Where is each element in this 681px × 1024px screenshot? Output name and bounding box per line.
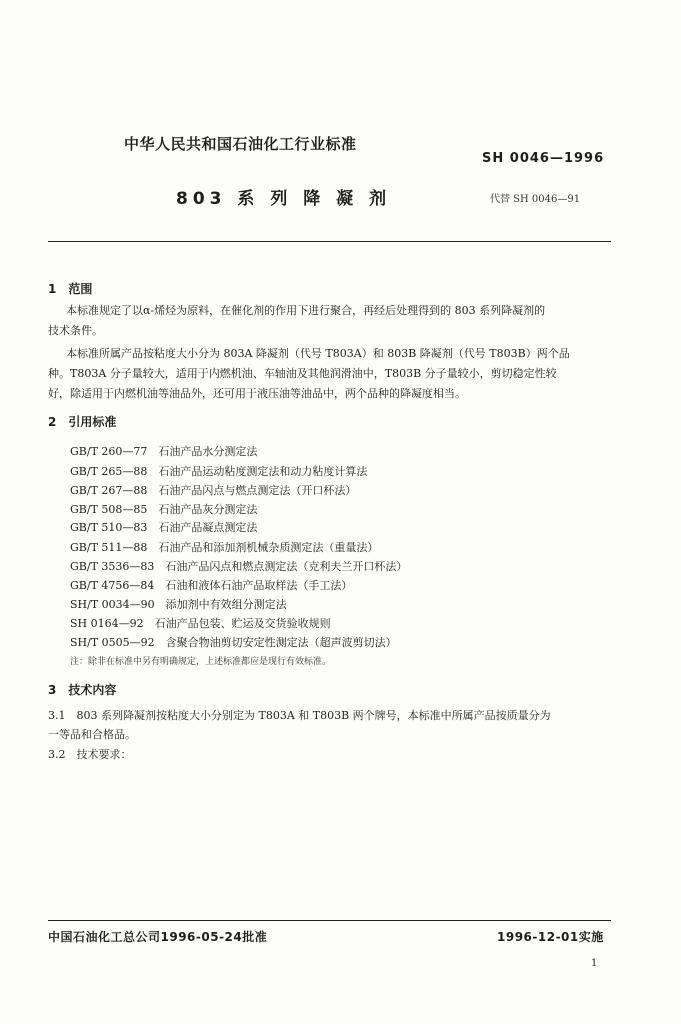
clause-3-1-line-1: 3.1 803 系列降凝剂按粘度大小分别定为 T803A 和 T803B 两个牌号，本标准中所属产品按质量分为: [48, 709, 551, 722]
reference-item: GB/T 265—88 石油产品运动粘度测定法和动力粘度计算法: [70, 465, 368, 478]
section-1-heading: 1 范围: [48, 282, 93, 296]
reference-item: GB/T 511—88 石油产品和添加剂机械杂质测定法（重量法）: [70, 541, 379, 554]
reference-item: SH/T 0505—92 含聚合物油剪切安定性测定法（超声波剪切法）: [70, 636, 397, 649]
issuing-body-title: 中华人民共和国石油化工行业标准: [124, 135, 357, 153]
scope-paragraph-1-line-1: 本标准规定了以α-烯烃为原料，在催化剂的作用下进行聚合，再经后处理得到的 803 系列降凝剂的: [66, 304, 546, 317]
section-3-heading: 3 技术内容: [48, 683, 117, 697]
references-note: 注：除非在标准中另有明确规定，上述标准都应是现行有效标准。: [70, 657, 332, 667]
document-title: 803 系 列 降 凝 剂: [176, 189, 392, 209]
reference-item: GB/T 510—83 石油产品凝点测定法: [70, 521, 258, 534]
reference-item: GB/T 267—88 石油产品闪点与燃点测定法（开口杯法）: [70, 484, 357, 497]
clause-3-1-line-2: 一等品和合格品。: [48, 728, 136, 741]
clause-3-2: 3.2 技术要求：: [48, 748, 132, 761]
header-divider: [48, 241, 611, 242]
scope-paragraph-1-line-2: 技术条件。: [48, 324, 103, 337]
effective-date: 1996-12-01实施: [497, 930, 604, 944]
reference-item: GB/T 3536—83 石油产品闪点和燃点测定法（克利夫兰开口杯法）: [70, 560, 408, 573]
footer-divider: [48, 920, 611, 921]
approval-line: 中国石油化工总公司1996-05-24批准: [48, 930, 268, 944]
reference-item: SH/T 0034—90 添加剂中有效组分测定法: [70, 598, 287, 611]
reference-item: GB/T 260—77 石油产品水分测定法: [70, 445, 258, 458]
section-2-heading: 2 引用标准: [48, 415, 117, 429]
scope-paragraph-2-line-1: 本标准所属产品按粘度大小分为 803A 降凝剂（代号 T803A）和 803B 降凝剂（代号 T803B）两个品: [66, 347, 570, 360]
reference-item: SH 0164—92 石油产品包装、贮运及交货验收规则: [70, 617, 331, 630]
scope-paragraph-2-line-3: 好，除适用于内燃机油等油品外，还可用于液压油等油品中，两个品种的降凝度相当。: [48, 387, 466, 400]
reference-item: GB/T 4756—84 石油和液体石油产品取样法（手工法）: [70, 579, 353, 592]
standard-number: SH 0046—1996: [482, 151, 605, 166]
page-number: 1: [591, 958, 598, 969]
scope-paragraph-2-line-2: 种。T803A 分子量较大，适用于内燃机油、车轴油及其他润滑油中，T803B 分子量较小，剪切稳定性较: [48, 367, 557, 380]
replaces-standard: 代替 SH 0046—91: [490, 194, 581, 205]
reference-item: GB/T 508—85 石油产品灰分测定法: [70, 503, 258, 516]
